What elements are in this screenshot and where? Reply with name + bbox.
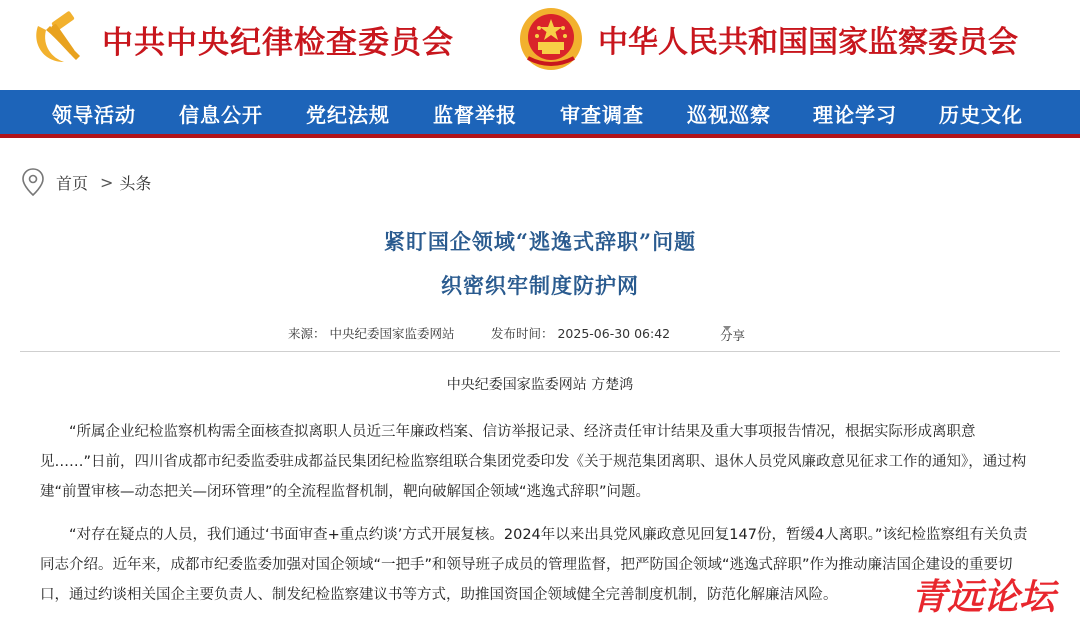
nav-item-leadership[interactable]: 领导活动: [52, 103, 136, 127]
nsc-brand[interactable]: [518, 6, 1018, 72]
caret-down-icon: [723, 326, 731, 331]
ccdi-title: 中共中央纪律检查委员会: [102, 24, 454, 61]
article-paragraph-1: “所属企业纪检监察机构需全面核查拟离职人员近三年廉政档案、信访举报记录、经济责任审计结果及重大事项报告情况，根据实际形成离职意见……”日前，四川省成都市纪委监委驻成都益民集团纪检监察组联合集团党委印发《关于规范集团离职、退休人员党风廉政意见征求工作的通知》，通过构建“前置审核—动态把关—闭环管理”的全流程监督机制，靶向破解国企领域“逃逸式辞职”问题。: [40, 424, 1027, 500]
nav-item-history[interactable]: 历史文化: [939, 103, 1023, 127]
nsc-title: 中华人民共和国国家监察委员会: [598, 25, 1018, 60]
share-label: 分享: [720, 328, 746, 343]
article-source: 来源： 中央纪委国家监委网站: [288, 326, 455, 341]
ccdi-brand[interactable]: [24, 6, 454, 72]
site-header: [0, 0, 1080, 90]
hammer-sickle-icon: [24, 6, 90, 72]
breadcrumb-home-link[interactable]: 首页: [56, 173, 89, 193]
nav-red-stripe: [0, 134, 1080, 138]
breadcrumb: [22, 168, 151, 196]
forum-watermark: [888, 571, 1078, 621]
article-title-line1: 紧盯国企领域“逃逸式辞职”问题: [383, 229, 697, 254]
nav-item-investigation[interactable]: 审查调查: [560, 103, 644, 127]
article-paragraph-2: “对存在疑点的人员，我们通过‘书面审查+重点约谈’方式开展复核。2024年以来出具党风廉政意见回复147份，暂缓4人离职。”该纪检监察组有关负责同志介绍。近年来，成都市纪委监委加强对国企领域“一把手”和领导班子成员的管理监督，把严防国企领域“逃逸式辞职”作为推动廉洁国企建设的重要切口，通过约谈相关国企主要负责人、制发纪检监察建议书等方式，助推国资国企领域健全完善制度机制，防范化解廉洁风险。: [40, 527, 1028, 603]
nav-item-theory[interactable]: 理论学习: [813, 103, 897, 127]
watermark-text: 青远论坛: [910, 577, 1056, 618]
article-title-line2: 织密织牢制度防护网: [441, 273, 639, 298]
breadcrumb-separator: >: [100, 172, 114, 192]
nav-item-inspection[interactable]: 巡视巡察: [687, 103, 771, 127]
meta-divider: [20, 351, 1060, 352]
article-meta: [0, 322, 1080, 344]
breadcrumb-current-link[interactable]: 头条: [119, 173, 152, 193]
location-pin-icon: [22, 168, 44, 196]
national-emblem-icon: [518, 6, 584, 72]
nav-item-regulations[interactable]: 党纪法规: [306, 103, 390, 127]
article-publish-time: 发布时间： 2025-06-30 06:42: [491, 326, 671, 341]
nav-item-info[interactable]: 信息公开: [179, 103, 263, 127]
main-nav: [0, 90, 1080, 134]
nav-item-report[interactable]: 监督举报: [433, 103, 517, 127]
article-byline: 中央纪委国家监委网站 方楚鸿: [446, 377, 634, 393]
